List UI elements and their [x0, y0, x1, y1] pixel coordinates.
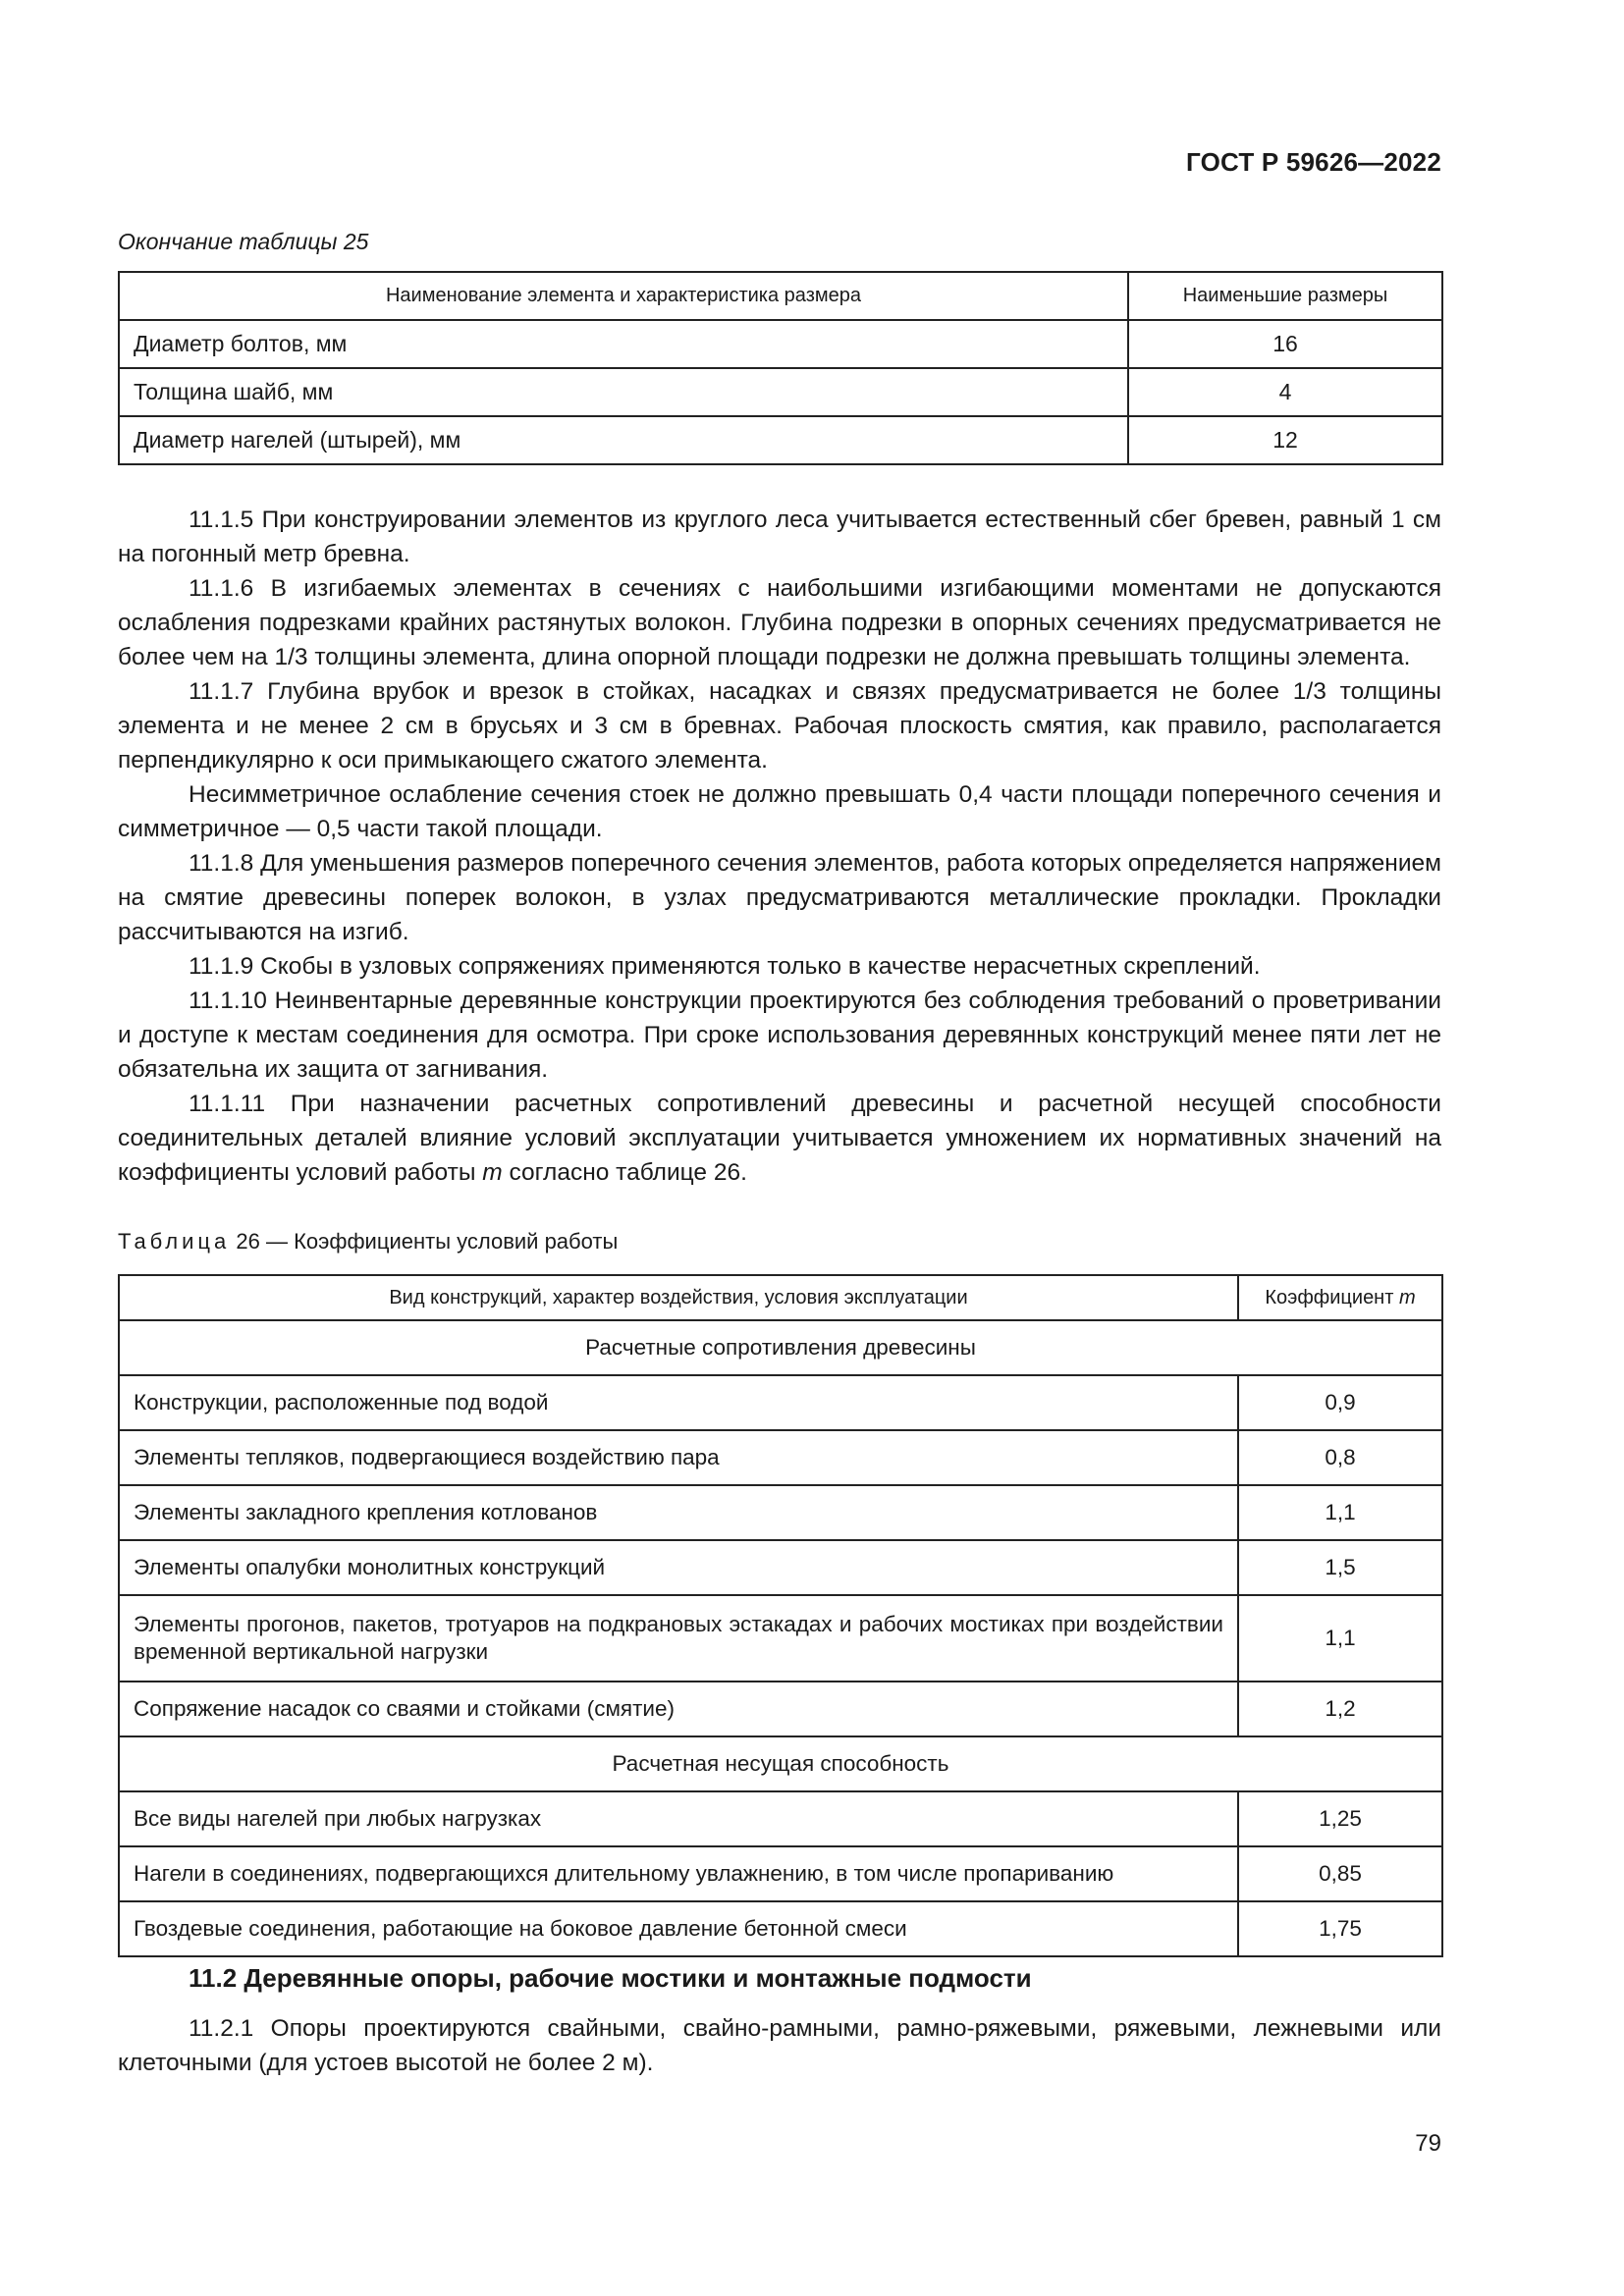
section-cell: Расчетная несущая способность	[119, 1736, 1442, 1791]
table-row	[119, 320, 1442, 368]
paragraph: 11.1.5 При конструировании элементов из круглого леса учитывается естественный сбег бревен, равный 1 см на погонный метр бревна.	[118, 507, 1441, 567]
paragraph-text: 11.1.11 При назначении расчетных сопротивлений древесины и расчетной несущей способности соединительных деталей влияние условий эксплуатации учитывается умножением их нормативных значений на коэффициенты условий работы	[118, 1091, 1441, 1186]
table-cell-name: Диаметр болтов, мм	[119, 320, 1128, 368]
table-cell-value: 1,75	[1238, 1901, 1442, 1956]
table-row	[119, 1846, 1442, 1901]
table-25	[118, 271, 1443, 465]
standard-designation: ГОСТ Р 59626—2022	[1186, 147, 1441, 177]
table-header-cell: Наименование элемента и характеристика размера	[119, 272, 1128, 320]
paragraph: 11.2.1 Опоры проектируются свайными, свайно-рамными, рамно-ряжевыми, ряжевыми, лежневыми или клеточными (для устоев высотой не более 2 м).	[118, 2015, 1441, 2076]
table-cell-value: 0,85	[1238, 1846, 1442, 1901]
closing-text	[118, 2011, 1441, 2080]
table-title-text: 26 — Коэффициенты условий работы	[230, 1229, 619, 1254]
table-cell-value: 1,1	[1238, 1595, 1442, 1682]
table-cell-name: Диаметр нагелей (штырей), мм	[119, 416, 1128, 464]
body-text	[118, 503, 1441, 1190]
table-cell-name: Нагели в соединениях, подвергающихся длительному увлажнению, в том числе пропариванию	[119, 1846, 1238, 1901]
table-cell-name: Элементы прогонов, пакетов, тротуаров на подкрановых эстакадах и рабочих мостиках при воздействии временной вертикальной нагрузки	[119, 1595, 1238, 1682]
table-cell-value: 0,8	[1238, 1430, 1442, 1485]
table-row	[119, 1791, 1442, 1846]
paragraph-11-1-11	[118, 1087, 1441, 1190]
section-heading: 11.2 Деревянные опоры, рабочие мостики и монтажные подмости	[189, 1963, 1032, 1993]
table-cell-name: Конструкции, расположенные под водой	[119, 1375, 1238, 1430]
table-header-cell: Вид конструкций, характер воздействия, условия эксплуатации	[119, 1275, 1238, 1320]
table-cell-value: 1,5	[1238, 1540, 1442, 1595]
table-row	[119, 1430, 1442, 1485]
table-cell-value: 1,1	[1238, 1485, 1442, 1540]
table-cell-value: 0,9	[1238, 1375, 1442, 1430]
table-26	[118, 1274, 1443, 1957]
page-number: 79	[1415, 2130, 1441, 2157]
paragraph-text: согласно таблице 26.	[502, 1159, 747, 1186]
table-row	[119, 1375, 1442, 1430]
table-cell-value: 4	[1128, 368, 1442, 416]
coefficient-symbol: m	[1398, 1286, 1416, 1308]
paragraph: 11.1.6 В изгибаемых элементах в сечениях с наибольшими изгибающими моментами не допускаются ослабления подрезками крайних растянутых волокон. Глубина подрезки в опорных сечениях предусматривается не более чем на 1/3 толщины элемента, длина опорной площади подрезки не должна превышать толщины элемента.	[118, 575, 1441, 670]
table-cell-name: Элементы опалубки монолитных конструкций	[119, 1540, 1238, 1595]
paragraph: 11.1.10 Неинвентарные деревянные конструкции проектируются без соблюдения требований о проветривании и доступе к местам соединения для осмотра. При сроке использования деревянных конструкций менее пяти лет не обязательна их защита от загнивания.	[118, 988, 1441, 1083]
table-row	[119, 1595, 1442, 1682]
table-section-row	[119, 1320, 1442, 1375]
table-cell-name: Сопряжение насадок со сваями и стойками (смятие)	[119, 1682, 1238, 1736]
table-row	[119, 1901, 1442, 1956]
table-cell-value: 1,2	[1238, 1682, 1442, 1736]
table-cell-name: Толщина шайб, мм	[119, 368, 1128, 416]
table-header-row	[119, 1275, 1442, 1320]
table-header-cell: Наименьшие размеры	[1128, 272, 1442, 320]
table-row	[119, 368, 1442, 416]
table-row	[119, 1485, 1442, 1540]
table-cell-value: 12	[1128, 416, 1442, 464]
table-section-row	[119, 1736, 1442, 1791]
table-cell-name: Элементы тепляков, подвергающиеся воздействию пара	[119, 1430, 1238, 1485]
section-cell: Расчетные сопротивления древесины	[119, 1320, 1442, 1375]
table-cell-name: Гвоздевые соединения, работающие на боковое давление бетонной смеси	[119, 1901, 1238, 1956]
table-cell-name: Элементы закладного крепления котлованов	[119, 1485, 1238, 1540]
table-cell-value: 1,25	[1238, 1791, 1442, 1846]
paragraph: 11.1.7 Глубина врубок и врезок в стойках, насадках и связях предусматривается не более 1/3 толщины элемента и не менее 2 см в брусьях и 3 см в бревнах. Рабочая плоскость смятия, как правило, располагается перпендикулярно к оси примыкающего сжатого элемента.	[118, 678, 1441, 774]
table-row	[119, 1682, 1442, 1736]
header-text: Коэффициент	[1265, 1286, 1399, 1308]
paragraph: 11.1.9 Скобы в узловых сопряжениях применяются только в качестве нерасчетных скреплений.	[189, 953, 1261, 980]
table-header-row	[119, 272, 1442, 320]
table-cell-name: Все виды нагелей при любых нагрузках	[119, 1791, 1238, 1846]
paragraph: Несимметричное ослабление сечения стоек не должно превышать 0,4 части площади поперечного сечения и симметричное — 0,5 части такой площади.	[118, 781, 1441, 842]
table-row	[119, 1540, 1442, 1595]
table26-title	[118, 1229, 618, 1255]
table-header-cell	[1238, 1275, 1442, 1320]
table-row	[119, 416, 1442, 464]
coefficient-symbol: m	[482, 1159, 503, 1186]
table25-continuation-caption: Окончание таблицы 25	[118, 229, 369, 254]
paragraph: 11.1.8 Для уменьшения размеров поперечного сечения элементов, работа которых определяется напряжением на смятие древесины поперек волокон, в узлах предусматриваются металлические прокладки. Прокладки рассчитываются на изгиб.	[118, 850, 1441, 945]
table-word: Таблица	[118, 1229, 231, 1254]
table-cell-value: 16	[1128, 320, 1442, 368]
